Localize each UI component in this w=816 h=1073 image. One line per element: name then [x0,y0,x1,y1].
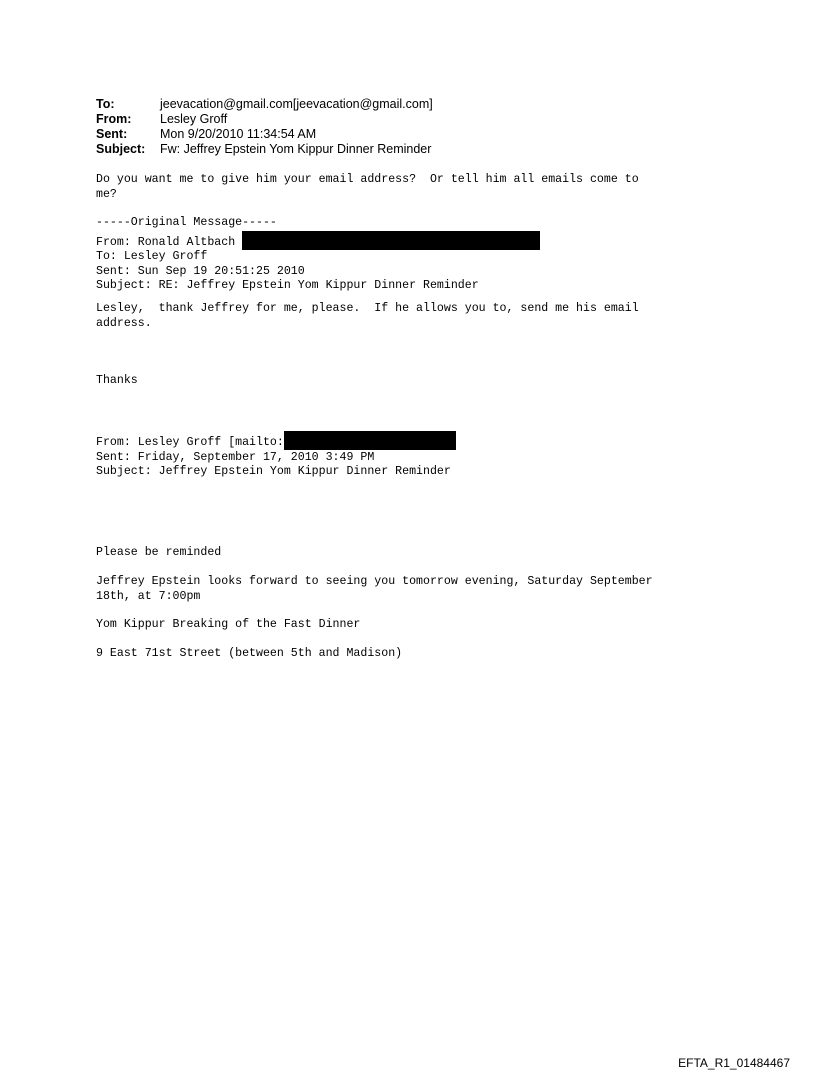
sent-value: Mon 9/20/2010 11:34:54 AM [160,127,317,141]
intro-paragraph [96,173,639,202]
original-message-divider: -----Original Message----- [96,216,277,229]
to-row [96,97,433,112]
to-label: To: [96,97,115,111]
intro-line-2: me? [96,187,117,201]
fwd-sent-line: Sent: Friday, September 17, 2010 3:49 PM [96,450,375,464]
orig-subject-line: Subject: RE: Jeffrey Epstein Yom Kippur Dinner Reminder [96,279,479,292]
invite-paragraph [96,575,653,604]
reply-line-2: address. [96,316,152,330]
redaction-block [284,431,456,450]
to-value: jeevacation@gmail.com[jeevacation@gmail.com] [160,97,433,111]
email-header [96,97,433,157]
fwd-subject-line: Subject: Jeffrey Epstein Yom Kippur Dinner Reminder [96,465,451,478]
sent-row [96,127,433,142]
orig-to-line: To: Lesley Groff [96,250,208,263]
event-line: Yom Kippur Breaking of the Fast Dinner [96,618,361,631]
address-line: 9 East 71st Street (between 5th and Madison) [96,647,403,660]
subject-value: Fw: Jeffrey Epstein Yom Kippur Dinner Reminder [160,142,432,156]
subject-row [96,142,433,157]
fwd-from-line: From: Lesley Groff [mailto: [96,436,284,449]
subject-label: Subject: [96,142,146,156]
intro-line-1: Do you want me to give him your email address? Or tell him all emails come to [96,173,639,186]
forwarded-header [96,431,456,480]
from-value: Lesley Groff [160,112,228,126]
thanks-line: Thanks [96,374,138,387]
invite-line-2: 18th, at 7:00pm [96,589,201,603]
reminder-line: Please be reminded [96,546,222,559]
orig-sent-line: Sent: Sun Sep 19 20:51:25 2010 [96,264,305,278]
document-id: EFTA_R1_01484467 [678,1056,790,1070]
orig-from-line: From: Ronald Altbach [96,235,236,249]
sent-label: Sent: [96,127,128,141]
from-row [96,112,433,127]
reply-paragraph [96,302,639,331]
original-message-header [96,216,540,294]
reply-line-1: Lesley, thank Jeffrey for me, please. If he allows you to, send me his email [96,302,639,315]
redaction-block [242,231,540,250]
invite-line-1: Jeffrey Epstein looks forward to seeing you tomorrow evening, Saturday September [96,575,653,588]
from-label: From: [96,112,132,126]
